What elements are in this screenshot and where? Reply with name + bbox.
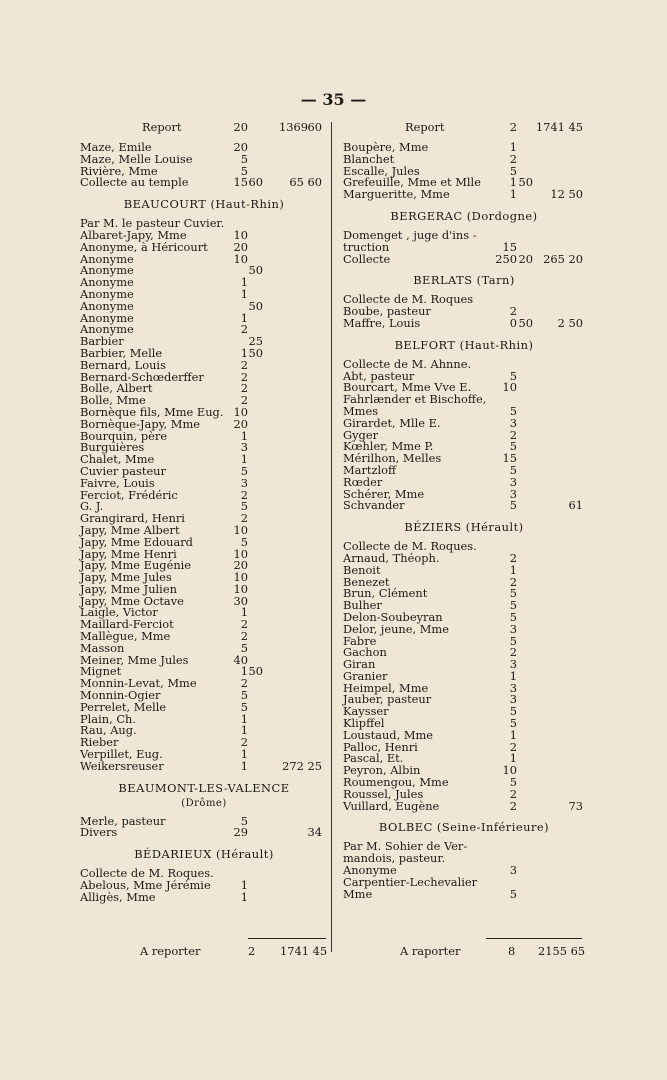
donor-name: Japy, Mme Jules	[80, 570, 172, 585]
amount-francs: 5	[509, 609, 517, 624]
donor-name: Abelous, Mme Jérémie	[80, 878, 211, 893]
donor-name: Merle, pasteur	[80, 813, 166, 828]
amount-francs: 1	[509, 751, 517, 766]
total-rule	[248, 938, 326, 939]
amount-francs: 2	[509, 574, 517, 589]
amount-francs: 5	[240, 534, 248, 549]
donor-name: Bourquin, père	[80, 428, 168, 443]
donor-name: Collecte au temple	[80, 175, 189, 190]
carry-forward-label: A reporter	[140, 944, 201, 958]
amount-francs: 2	[240, 735, 248, 750]
donor-name: Escalle, Jules	[343, 163, 420, 178]
amount-francs: 2	[240, 629, 248, 644]
amount-francs: 20	[233, 140, 248, 154]
amount-francs: 3	[240, 475, 248, 490]
amount-francs: 5	[509, 716, 517, 731]
donor-name: Japy, Mme Julien	[80, 581, 177, 596]
amount-francs: 3	[509, 486, 517, 501]
amount-francs: 5	[240, 688, 248, 703]
donor-name: Chalet, Mme	[80, 452, 155, 467]
donor-name: Mérilhon, Melles	[343, 451, 442, 466]
amount-cents: 50	[518, 315, 533, 330]
donor-name: Perrelet, Melle	[80, 699, 167, 714]
donor-name: Heimpel, Mme	[343, 680, 429, 695]
amount-francs: 5	[509, 163, 517, 178]
amount-francs: 2	[240, 511, 248, 526]
amount-francs: 5	[240, 463, 248, 478]
donor-name: Collecte de M. Ahnne.	[343, 356, 472, 371]
section-heading: BÉZIERS (Hérault)	[404, 520, 524, 535]
amount-francs: 2	[509, 304, 517, 319]
list-item	[343, 886, 585, 901]
donor-name: Boupère, Mme	[343, 140, 429, 154]
donor-name: Boube, pasteur	[343, 304, 431, 319]
donor-name: Collecte	[343, 251, 391, 266]
donor-name: Bulher	[343, 598, 382, 613]
donor-name: Anonyme	[80, 275, 134, 290]
donor-name: Mignet	[80, 664, 122, 679]
section-total: 265 20	[543, 251, 583, 266]
amount-francs: 0	[509, 315, 517, 330]
donor-name: G. J.	[80, 499, 104, 514]
donor-name: Collecte de M. Roques	[343, 292, 474, 307]
amount-francs: 5	[509, 403, 517, 418]
amount-francs: 1	[240, 310, 248, 325]
donor-name: Maze, Emile	[80, 140, 152, 154]
donor-name: Masson	[80, 640, 125, 655]
donor-name: Barbier, Melle	[80, 345, 163, 360]
donor-name: Palloc, Henri	[343, 739, 418, 754]
amount-francs: 5	[509, 439, 517, 454]
amount-francs: 2	[240, 676, 248, 691]
amount-cents: 50	[248, 664, 263, 679]
amount-francs: 3	[509, 657, 517, 672]
donor-name: Abt, pasteur	[343, 368, 415, 383]
donor-name: Cuvier pasteur	[80, 463, 166, 478]
donor-name: Japy, Mme Albert	[80, 522, 180, 537]
amount-francs: 2	[240, 357, 248, 372]
section-heading: BEAUCOURT (Haut-Rhin)	[123, 197, 285, 212]
donor-name: Arnaud, Théoph.	[343, 550, 440, 565]
donor-name: Blanchet	[343, 151, 395, 166]
donor-name: Maze, Melle Louise	[80, 151, 193, 166]
amount-francs: 29	[233, 825, 248, 840]
donor-name: Anonyme	[80, 263, 134, 278]
amount-francs: 5	[240, 699, 248, 714]
carry-forward-total: 1741 45	[280, 944, 328, 958]
donor-name: Schvander	[343, 498, 405, 513]
amount-francs: 2	[240, 393, 248, 408]
donor-name: Benoit	[343, 562, 381, 577]
amount-francs: 5	[240, 151, 248, 166]
amount-francs: 1	[240, 428, 248, 443]
section-total: 34	[307, 825, 322, 840]
amount-francs: 3	[240, 440, 248, 455]
report-cents: 60	[307, 120, 322, 134]
report-row	[80, 120, 328, 134]
donor-name: Benezet	[343, 574, 390, 589]
donor-name: Anonyme	[80, 310, 134, 325]
donor-name: Faivre, Louis	[80, 475, 155, 490]
amount-francs: 1	[240, 878, 248, 893]
list-item	[80, 177, 328, 189]
section-heading: BERGERAC (Dordogne)	[390, 208, 538, 223]
list-item	[343, 394, 585, 406]
amount-francs: 2	[509, 550, 517, 565]
section-total: 12 50	[550, 187, 583, 202]
right-column	[343, 120, 585, 900]
donor-name: Barbier	[80, 334, 124, 349]
donor-name: Alligès, Mme	[80, 889, 156, 904]
donor-name: Bornèque fils, Mme Eug.	[80, 404, 224, 419]
donor-name: Grangirard, Henri	[80, 511, 185, 526]
left-column	[80, 120, 328, 904]
list-item	[343, 415, 585, 430]
amount-francs: 5	[509, 633, 517, 648]
donor-name: Granier	[343, 668, 388, 683]
amount-francs: 2	[240, 369, 248, 384]
list-item	[80, 889, 328, 904]
donor-name: Mme	[343, 886, 373, 901]
amount-cents: 20	[518, 251, 533, 266]
donor-name: Rieber	[80, 735, 119, 750]
amount-francs: 3	[509, 692, 517, 707]
section-total: 73	[568, 798, 583, 813]
amount-francs: 20	[233, 416, 248, 431]
section-heading: BÉDARIEUX (Hérault)	[134, 847, 274, 862]
carry-forward-label: A raporter	[400, 944, 461, 958]
section-subheading: (Drôme)	[181, 797, 227, 809]
donor-name: Japy, Mme Eugénie	[80, 558, 192, 573]
donor-name: Gachon	[343, 645, 387, 660]
list-item	[343, 621, 585, 636]
amount-francs: 2	[509, 645, 517, 660]
donor-name: Kaysser	[343, 704, 389, 719]
section-heading: BEAUMONT-LES-VALENCE	[118, 780, 290, 795]
donor-name: Delor, jeune, Mme	[343, 621, 449, 636]
amount-francs: 5	[509, 368, 517, 383]
donor-name: Anonyme	[343, 863, 397, 878]
amount-francs: 1	[240, 275, 248, 290]
amount-francs: 1	[509, 562, 517, 577]
report-total: 1741 45	[535, 120, 583, 134]
donor-name: Japy, Mme Henri	[80, 546, 177, 561]
donor-name: Collecte de M. Roques.	[80, 866, 214, 881]
amount-francs: 2	[240, 617, 248, 632]
donor-name: Albaret-Japy, Mme	[80, 227, 187, 242]
report-total: 1369	[279, 120, 308, 134]
donor-name: Laigle, Victor	[80, 605, 158, 620]
report-francs: 20	[233, 120, 248, 134]
section-total: 2 50	[557, 315, 583, 330]
amount-francs: 10	[233, 404, 248, 419]
column-divider	[331, 122, 332, 952]
amount-francs: 10	[233, 522, 248, 537]
donor-name: Bernard-Schœderffer	[80, 369, 204, 384]
amount-cents: 50	[248, 298, 263, 313]
amount-francs: 10	[233, 251, 248, 266]
donor-name: Kœhler, Mme P.	[343, 439, 434, 454]
amount-francs: 5	[240, 499, 248, 514]
donor-name: Margueritte, Mme	[343, 187, 450, 202]
amount-francs: 1	[240, 286, 248, 301]
amount-francs: 1	[240, 723, 248, 738]
donor-name: Grefeuille, Mme et Mlle	[343, 175, 481, 190]
donor-name: Rau, Aug.	[80, 723, 137, 738]
amount-francs: 10	[502, 380, 517, 395]
list-item	[343, 798, 585, 813]
donor-name: Monnin-Ogier	[80, 688, 161, 703]
donor-name: Martzloff	[343, 462, 397, 477]
donor-name: Bolle, Mme	[80, 393, 146, 408]
donor-name: Rœder	[343, 474, 383, 489]
report-label: Report	[142, 120, 182, 134]
donor-name: Gyger	[343, 427, 379, 442]
donor-name: Domenget , juge d'ins -	[343, 227, 477, 242]
donor-name: Meiner, Mme Jules	[80, 652, 189, 667]
donor-name: Japy, Mme Octave	[80, 593, 184, 608]
total-rule	[486, 938, 582, 939]
donor-name: Klipffel	[343, 716, 385, 731]
amount-francs: 5	[509, 462, 517, 477]
donor-name: Ferciot, Frédéric	[80, 487, 178, 502]
donor-name: Rivière, Mme	[80, 163, 158, 178]
amount-francs: 2	[509, 427, 517, 442]
amount-francs: 3	[509, 863, 517, 878]
amount-francs: 1	[240, 889, 248, 904]
amount-francs: 1	[509, 140, 517, 154]
amount-francs: 15	[502, 451, 517, 466]
amount-francs: 2	[509, 786, 517, 801]
amount-francs: 1	[509, 668, 517, 683]
amount-francs: 3	[509, 680, 517, 695]
donor-name: Anonyme	[80, 251, 134, 266]
amount-francs: 5	[509, 704, 517, 719]
donor-name: Jauber, pasteur	[343, 692, 432, 707]
amount-francs: 1	[509, 175, 517, 190]
amount-francs: 40	[233, 652, 248, 667]
amount-francs: 5	[240, 813, 248, 828]
donor-name: Anonyme	[80, 322, 134, 337]
donor-name: Loustaud, Mme	[343, 727, 434, 742]
donor-name: Weikersreuser	[80, 758, 164, 773]
donor-name: Roussel, Jules	[343, 786, 424, 801]
donor-name: Roumengou, Mme	[343, 775, 449, 790]
carry-forward-francs: 8	[508, 944, 516, 958]
donor-name: Par M. Sohier de Ver-	[343, 839, 468, 854]
amount-cents: 25	[248, 334, 263, 349]
amount-francs: 3	[509, 621, 517, 636]
amount-francs: 5	[240, 163, 248, 178]
list-item	[343, 647, 585, 659]
donor-name: Mallègue, Mme	[80, 629, 171, 644]
donor-name: Anonyme	[80, 286, 134, 301]
section-total: 272 25	[282, 758, 322, 773]
amount-francs: 2	[509, 739, 517, 754]
list-item	[343, 874, 585, 889]
donor-name: Schérer, Mme	[343, 486, 425, 501]
list-item	[80, 487, 328, 502]
amount-francs: 2	[509, 798, 517, 813]
list-item	[80, 813, 328, 828]
donor-name: Peyron, Albin	[343, 763, 421, 778]
amount-francs: 5	[509, 775, 517, 790]
amount-francs: 1	[240, 345, 248, 360]
amount-francs: 1	[509, 187, 517, 202]
donor-name: Delon-Soubeyran	[343, 609, 443, 624]
donor-name: Bolle, Albert	[80, 381, 153, 396]
amount-francs: 10	[233, 570, 248, 585]
page-number: — 35 —	[300, 90, 367, 109]
amount-francs: 1	[509, 727, 517, 742]
amount-francs: 30	[233, 593, 248, 608]
amount-francs: 10	[233, 227, 248, 242]
amount-francs: 15	[502, 239, 517, 254]
report-row	[343, 120, 585, 134]
amount-francs: 1	[240, 758, 248, 773]
report-francs: 2	[509, 120, 517, 134]
amount-francs: 1	[240, 664, 248, 679]
amount-francs: 3	[509, 474, 517, 489]
amount-francs: 5	[509, 586, 517, 601]
amount-francs: 5	[509, 886, 517, 901]
amount-francs: 2	[509, 151, 517, 166]
donor-name: Monnin-Levat, Mme	[80, 676, 197, 691]
donor-name: mandois, pasteur.	[343, 851, 446, 866]
amount-francs: 5	[240, 640, 248, 655]
section-heading: BELFORT (Haut-Rhin)	[394, 337, 534, 352]
amount-cents: 50	[518, 175, 533, 190]
donor-name: Anonyme, à Héricourt	[80, 239, 208, 254]
donor-name: Giran	[343, 657, 376, 672]
amount-cents: 50	[248, 263, 263, 278]
donor-name: Anonyme	[80, 298, 134, 313]
amount-francs: 2	[240, 322, 248, 337]
donor-name: Japy, Mme Edouard	[80, 534, 193, 549]
donor-name: Verpillet, Eug.	[80, 747, 163, 762]
donor-name: truction	[343, 239, 390, 254]
donor-name: Brun, Clément	[343, 586, 428, 601]
section-total: 65 60	[289, 175, 322, 190]
donor-name: Mmes	[343, 403, 379, 418]
amount-francs: 250	[495, 251, 517, 266]
donor-name: Bourcart, Mme Vve E.	[343, 380, 472, 395]
donor-name: Collecte de M. Roques.	[343, 539, 477, 554]
amount-francs: 1	[240, 711, 248, 726]
donor-name: Fahrlænder et Bischoffe,	[343, 392, 487, 407]
list-item	[80, 827, 328, 839]
amount-francs: 10	[233, 581, 248, 596]
donor-name: Pascal, Et.	[343, 751, 404, 766]
amount-francs: 5	[509, 498, 517, 513]
amount-francs: 15	[233, 175, 248, 190]
list-item	[343, 500, 585, 512]
donor-name: Maillard-Ferciot	[80, 617, 174, 632]
list-item	[343, 315, 585, 330]
donor-name: Bernard, Louis	[80, 357, 166, 372]
donor-name: Bornèque-Japy, Mme	[80, 416, 200, 431]
report-label: Report	[405, 120, 445, 134]
donor-name: Fabre	[343, 633, 377, 648]
amount-francs: 1	[240, 605, 248, 620]
amount-francs: 5	[509, 598, 517, 613]
amount-francs: 1	[240, 452, 248, 467]
donor-name: Girardet, Mlle E.	[343, 415, 441, 430]
donor-name: Burguières	[80, 440, 145, 455]
amount-francs: 2	[240, 487, 248, 502]
amount-francs: 20	[233, 558, 248, 573]
amount-francs: 10	[233, 546, 248, 561]
section-heading: BERLATS (Tarn)	[413, 273, 515, 288]
donor-name: Maffre, Louis	[343, 315, 421, 330]
amount-francs: 2	[240, 381, 248, 396]
amount-francs: 1	[240, 747, 248, 762]
carry-forward-francs: 2	[248, 944, 256, 958]
amount-francs: 10	[502, 763, 517, 778]
donor-name: Carpentier-Lechevalier	[343, 874, 478, 889]
section-total: 61	[568, 498, 583, 513]
amount-francs: 3	[509, 415, 517, 430]
section-heading: BOLBEC (Seine-Inférieure)	[378, 820, 550, 835]
list-item	[343, 189, 585, 201]
donor-name: Par M. le pasteur Cuvier.	[80, 216, 225, 231]
amount-cents: 50	[248, 345, 263, 360]
list-item	[343, 251, 585, 266]
donor-name: Vuillard, Eugène	[343, 798, 440, 813]
donor-name: Divers	[80, 825, 118, 840]
amount-francs: 20	[233, 239, 248, 254]
amount-cents: 60	[248, 175, 263, 190]
carry-forward-total: 2155 65	[538, 944, 586, 958]
donor-name: Plain, Ch.	[80, 711, 136, 726]
list-item	[80, 758, 328, 773]
